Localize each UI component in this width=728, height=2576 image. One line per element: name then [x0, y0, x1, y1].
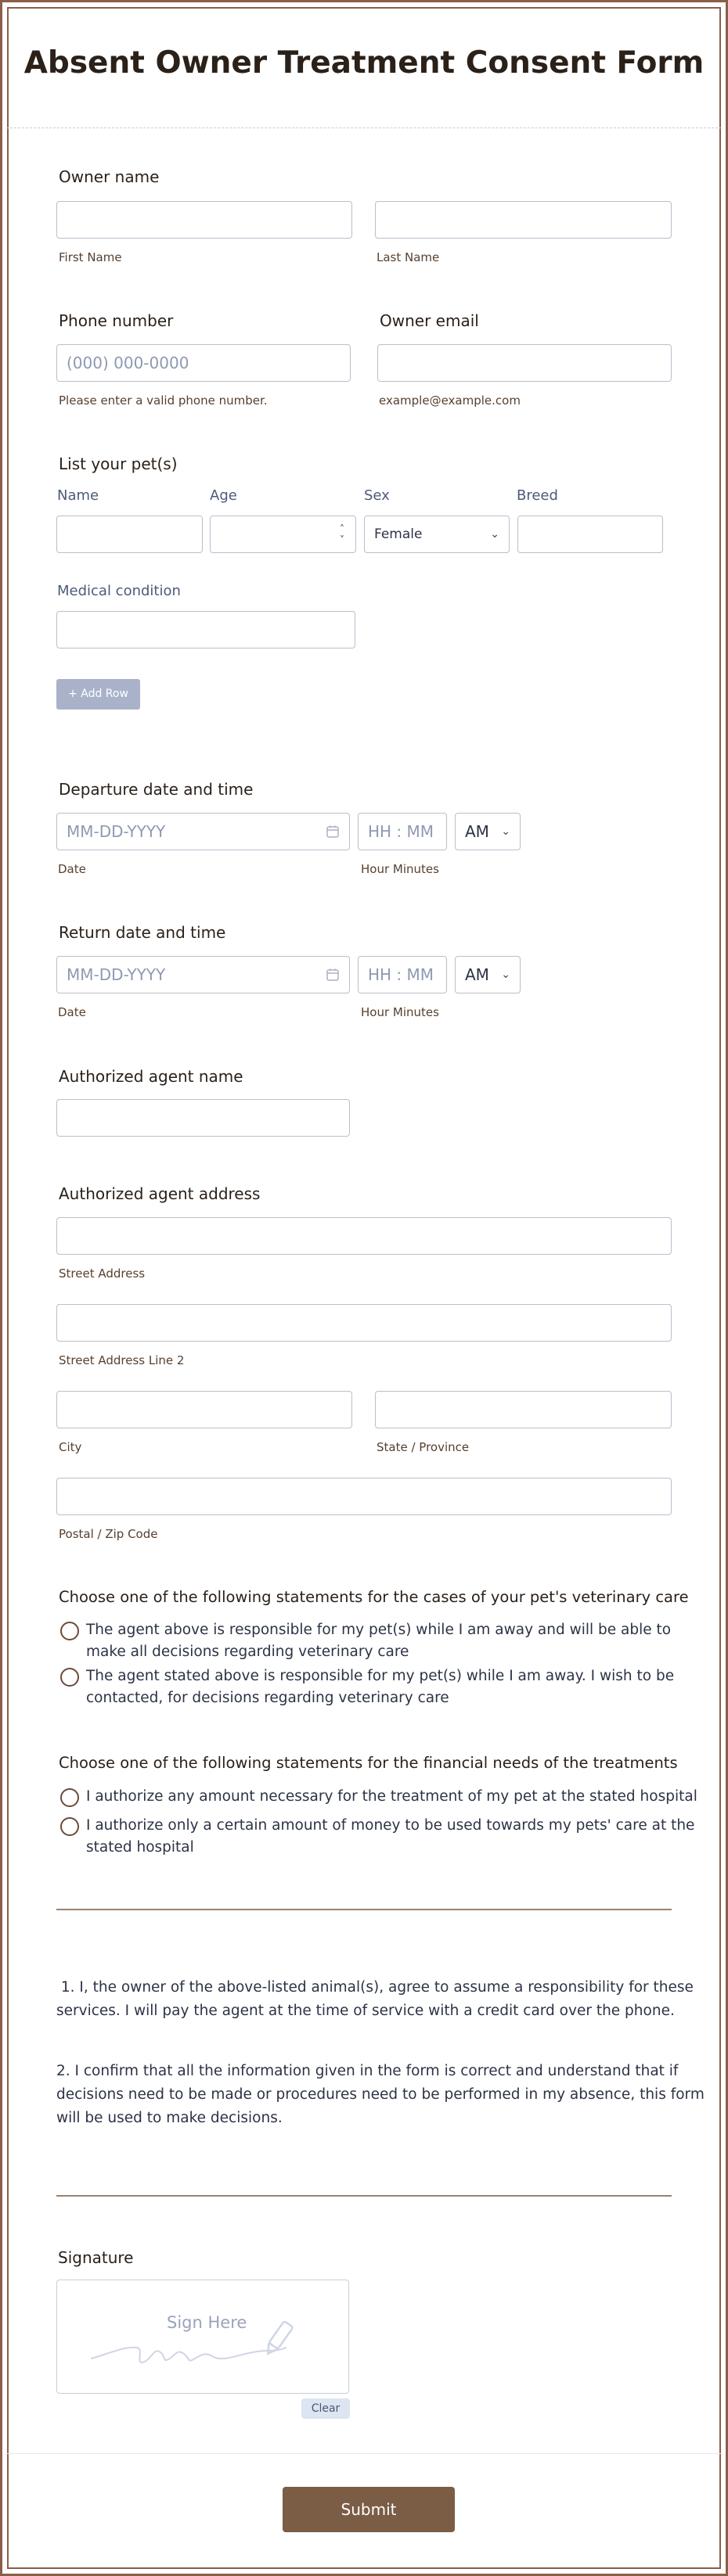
email-input[interactable]	[377, 344, 672, 382]
add-row-button[interactable]: + Add Row	[56, 679, 140, 710]
pet-sex-select[interactable]	[364, 516, 510, 553]
agent-address-label: Authorized agent address	[59, 1184, 261, 1203]
financial-radio-2[interactable]	[60, 1817, 79, 1836]
pets-col-sex: Sex	[364, 487, 390, 504]
pets-col-name: Name	[57, 487, 99, 504]
departure-date-sublabel: Date	[58, 862, 86, 876]
signature-pad[interactable]	[56, 2280, 349, 2394]
terms-p1-line1: 1. I, the owner of the above-listed animal(s), agree to assume a responsibility for these	[56, 1979, 694, 1996]
terms-divider-top	[56, 1909, 672, 1910]
calendar-icon[interactable]	[326, 825, 340, 839]
chevron-down-icon: ⌄	[501, 968, 510, 981]
terms-paragraph-2	[56, 2060, 705, 2130]
state-sublabel: State / Province	[377, 1440, 470, 1454]
financial-option-1[interactable]	[86, 1786, 697, 1808]
pet-name-input[interactable]	[56, 516, 203, 553]
submit-button[interactable]: Submit	[283, 2487, 455, 2532]
departure-time-input[interactable]	[358, 813, 447, 850]
street-address-sublabel: Street Address	[59, 1266, 146, 1281]
street-address-input[interactable]	[56, 1217, 672, 1255]
last-name-input[interactable]	[375, 201, 672, 239]
pet-age-input[interactable]	[210, 516, 356, 553]
agent-name-input[interactable]	[56, 1099, 350, 1137]
pets-col-age: Age	[210, 487, 237, 504]
return-ampm-value: AM	[465, 965, 489, 984]
sign-here-text: Sign Here	[167, 2313, 247, 2332]
departure-ampm-select[interactable]	[455, 813, 521, 850]
last-name-sublabel: Last Name	[377, 250, 440, 264]
vet-care-option-2-line1: The agent stated above is responsible for my pet(s) while I am away. I wish to be	[86, 1668, 675, 1684]
terms-p2-line3: will be used to make decisions.	[56, 2110, 283, 2126]
calendar-icon[interactable]	[326, 968, 340, 982]
return-label: Return date and time	[59, 923, 226, 942]
terms-p2-line1: 2. I confirm that all the information given in the form is correct and understand that if	[56, 2063, 679, 2079]
medical-condition-input[interactable]	[56, 611, 355, 648]
vet-care-option-1-line1: The agent above is responsible for my pet(s) while I am away and will be able to	[86, 1622, 672, 1638]
departure-label: Departure date and time	[59, 780, 254, 799]
terms-p1-line2: services. I will pay the agent at the time of service with a credit card over the phone.	[56, 2003, 675, 2019]
return-time-sublabel: Hour Minutes	[361, 1005, 439, 1019]
clear-signature-button[interactable]: Clear	[301, 2398, 350, 2419]
vet-care-radio-1[interactable]	[60, 1622, 79, 1640]
vet-care-option-1[interactable]	[86, 1619, 671, 1663]
street-address-line2-sublabel: Street Address Line 2	[59, 1353, 185, 1367]
first-name-input[interactable]	[56, 201, 352, 239]
street-address-line2-input[interactable]	[56, 1304, 672, 1342]
departure-ampm-value: AM	[465, 822, 489, 841]
footer-divider	[6, 2453, 722, 2454]
return-time-placeholder: HH : MM	[368, 965, 434, 984]
form-title: Absent Owner Treatment Consent Form	[23, 45, 705, 81]
signature-label: Signature	[58, 2248, 134, 2267]
financial-option-2-line1: I authorize only a certain amount of money to be used towards my pets' care at the	[86, 1817, 695, 1834]
vet-care-radio-2[interactable]	[60, 1668, 79, 1687]
financial-option-1-line1: I authorize any amount necessary for the treatment of my pet at the stated hospital	[86, 1788, 697, 1805]
financial-label: Choose one of the following statements for the financial needs of the treatments	[59, 1754, 678, 1772]
zip-sublabel: Postal / Zip Code	[59, 1527, 158, 1541]
return-date-input[interactable]	[56, 956, 350, 993]
phone-placeholder: (000) 000-0000	[67, 354, 189, 372]
city-input[interactable]	[56, 1391, 352, 1428]
pet-breed-input[interactable]	[517, 516, 663, 553]
phone-input[interactable]	[56, 344, 351, 382]
financial-option-2-line2: stated hospital	[86, 1839, 194, 1856]
zip-input[interactable]	[56, 1478, 672, 1515]
departure-date-input[interactable]	[56, 813, 350, 850]
chevron-down-icon: ⌄	[501, 825, 510, 838]
chevron-up-icon[interactable]: ˄	[340, 523, 344, 534]
vet-care-option-2-line2: contacted, for decisions regarding veterinary care	[86, 1690, 449, 1706]
state-input[interactable]	[375, 1391, 672, 1428]
terms-divider-bottom	[56, 2195, 672, 2197]
email-label: Owner email	[380, 311, 479, 330]
departure-time-sublabel: Hour Minutes	[361, 862, 439, 876]
return-date-sublabel: Date	[58, 1005, 86, 1019]
email-hint: example@example.com	[379, 393, 521, 408]
return-time-input[interactable]	[358, 956, 447, 993]
age-stepper[interactable]	[337, 523, 348, 545]
vet-care-option-2[interactable]	[86, 1665, 674, 1709]
pets-label: List your pet(s)	[59, 454, 178, 473]
first-name-sublabel: First Name	[59, 250, 122, 264]
return-date-placeholder: MM-DD-YYYY	[67, 965, 166, 984]
phone-label: Phone number	[59, 311, 174, 330]
owner-name-label: Owner name	[59, 167, 160, 186]
agent-name-label: Authorized agent name	[59, 1067, 243, 1086]
return-ampm-select[interactable]	[455, 956, 521, 993]
terms-p2-line2: decisions need to be made or procedures need to be performed in my absence, this form	[56, 2086, 705, 2103]
city-sublabel: City	[59, 1440, 82, 1454]
vet-care-label: Choose one of the following statements for the cases of your pet's veterinary care	[59, 1588, 689, 1606]
medical-condition-label: Medical condition	[57, 583, 181, 599]
financial-radio-1[interactable]	[60, 1788, 79, 1807]
financial-option-2[interactable]	[86, 1815, 694, 1859]
signature-scribble-icon	[57, 2280, 350, 2395]
chevron-down-icon[interactable]: ˅	[340, 534, 344, 545]
pet-sex-value: Female	[374, 526, 423, 542]
pets-col-breed: Breed	[517, 487, 558, 504]
vet-care-option-1-line2: make all decisions regarding veterinary care	[86, 1644, 409, 1660]
chevron-down-icon: ⌄	[490, 528, 499, 541]
phone-hint: Please enter a valid phone number.	[59, 393, 268, 408]
departure-date-placeholder: MM-DD-YYYY	[67, 822, 166, 841]
departure-time-placeholder: HH : MM	[368, 822, 434, 841]
terms-paragraph-1	[56, 1976, 694, 2023]
